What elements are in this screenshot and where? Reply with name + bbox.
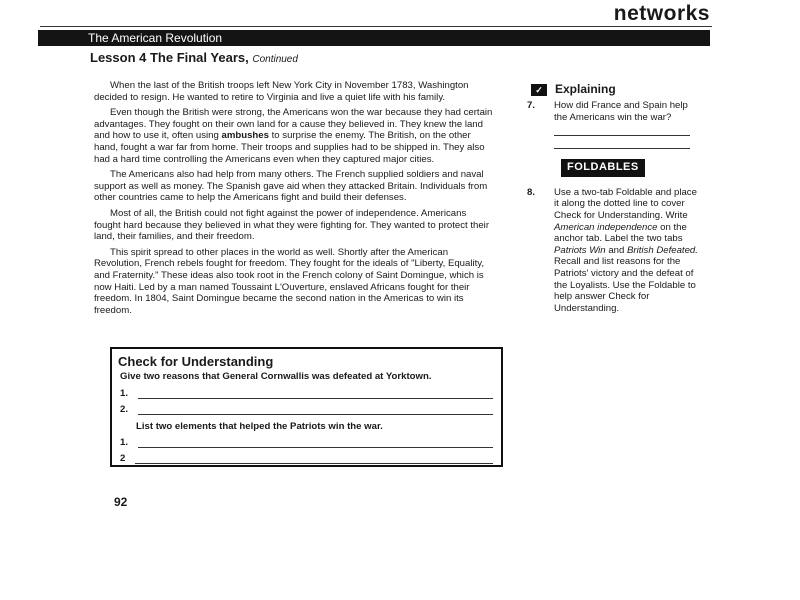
q8-italic-1: American independence [554,221,658,233]
paragraph-3: The Americans also had help from many others. The French supplied soldiers and naval support as well as money. The Spanish gave aid when they attacked Britain. Individuals from other countries came to help the Americans fight and build their defenses. [94,169,488,204]
answer-line[interactable] [138,398,493,399]
answer-number: 2 [120,452,126,464]
answer-line[interactable] [135,463,493,464]
q8-part-d: Recall and list reasons for the Patriots' victory and the defeat of the Loyalists. Use the Foldable to help answer Check for Understanding. [554,256,696,314]
answer-row-1[interactable] [120,389,493,399]
chapter-banner: The American Revolution [38,30,710,46]
foldables-badge: FOLDABLES [561,159,645,177]
answer-line[interactable] [138,447,493,448]
question-7-text: How did France and Spain help the Americans win the war? [554,100,688,123]
paragraph-2-a: Even though the British were strong, the Americans won the war because they had certain advantages. They fought on their own land for a cause they believed in. They knew the land and how to use it, often using [94,107,493,142]
answer-row-4[interactable] [120,454,493,464]
header-rule [40,26,712,27]
answer-row-3[interactable] [120,438,493,448]
paragraph-5: This spirit spread to other places in the world as well. Shortly after the American Revolution, French rebels fought for freedom. They fought for the ideals of "Liberty, Equality, and Fraternity." These ideas also took root in the French colony of Saint Domingue, which is now Haiti. Led by a man named Toussaint L'Ouverture, enslaved Africans fought for their freedom. In 1804, Saint Domingue became the second nation in the Americas to win its freedom. [94,246,485,316]
q8-italic-2: Patriots Win [554,244,606,256]
question-8 [527,187,702,315]
answer-number: 1. [120,436,129,448]
question-8-number: 8. [527,186,536,198]
explaining-label: Explaining [555,82,616,97]
answer-line-q7-2[interactable] [554,148,690,149]
brand-logo: networks [613,2,710,25]
answer-line[interactable] [138,414,493,415]
q8-part-a: Use a two-tab Foldable and place it along the dotted line to cover Check for Understanding. Write [554,186,697,221]
page-number: 92 [114,495,128,509]
lesson-continued: Continued [252,54,298,65]
paragraph-4: Most of all, the British could not fight against the power of independence. Americans fought hard because they believed in what they were fighting for. They wanted to protect their land, their families, and their freedom. [94,207,490,243]
vocab-ambushes: ambushes [221,130,269,142]
answer-number: 1. [120,387,129,399]
lesson-label: Lesson 4 The Final Years, [90,50,249,65]
paragraph-2 [94,107,494,165]
lesson-title [90,50,298,65]
q8-italic-3: British Defeated. [627,244,698,256]
q8-part-b: on the anchor tab. Label the two tabs [554,221,687,245]
question-8-text [554,187,702,315]
answer-line-q7-1[interactable] [554,135,690,136]
paragraph-1: When the last of the British troops left New York City in November 1783, Washington decided to resign. He wanted to retire to Virginia and live a quiet life with his family. [94,80,469,103]
main-text [94,80,494,320]
q8-part-c: and [608,244,625,256]
check-icon: ✓ [531,84,547,96]
sidebar [527,84,702,314]
check-title: Check for Understanding [118,354,274,369]
paragraph-2-b: to surprise the enemy. The British, on the other hand, fought a war far from home. Their troops and supplies had to be shipped in. They also had a hard time controlling the Americans even when they captured major cities. [94,130,485,165]
question-7 [527,100,702,123]
check-instruction-2: List two elements that helped the Patriots win the war. [136,420,383,432]
explaining-header [531,84,702,96]
answer-row-2[interactable] [120,405,493,415]
question-7-number: 7. [527,100,536,111]
answer-number: 2. [120,403,129,415]
check-instruction-1: Give two reasons that General Cornwallis was defeated at Yorktown. [120,371,432,382]
check-for-understanding-box [110,347,503,467]
